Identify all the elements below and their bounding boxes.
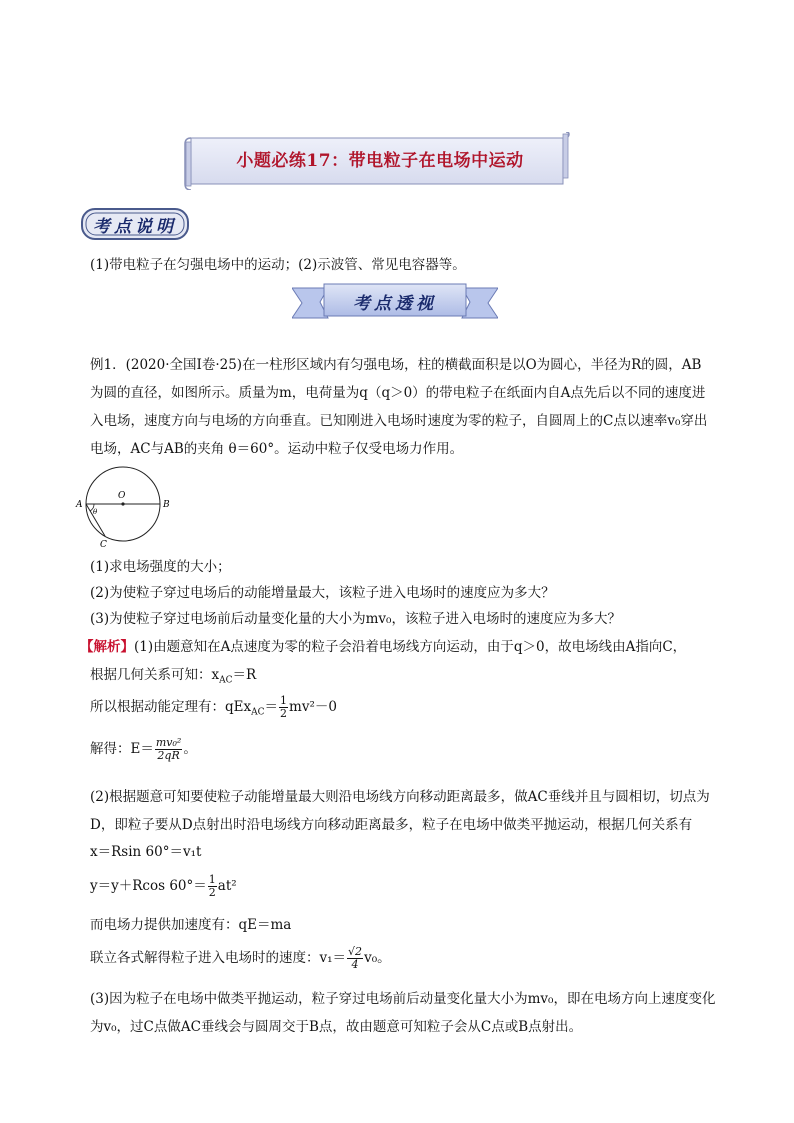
analysis-line-9: 而电场力提供加速度有：qE＝ma [90,917,292,933]
label-theta: θ [93,508,98,516]
analysis-line-3: 所以根据动能定理有：qEx$_{AC}$＝ $\frac{1}{2}$ mv²－0 [90,694,337,720]
example-line-1: 例1．(2020·全国Ⅰ卷·25)在一柱形区域内有匀强电场，柱的横截面积是以O为圆心，半径为R的圆，AB [90,357,702,373]
analysis-tag: 【解析】 [80,639,134,655]
page-title: 小题必练17：带电粒子在电场中运动 [236,151,524,171]
insight-ribbon-label: 考点透视 [353,294,437,314]
analysis-line-2: 根据几何关系可知：$x_{AC}=R$ [90,667,257,686]
analysis-line-1: 【解析】(1)由题意知在A点速度为零的粒子会沿着电场线方向运动，由于q＞0，故电场线由A指向C， [80,639,687,655]
analysis-line-12: 为v₀，过C点做AC垂线会与圆周交于B点，故由题意可知粒子会从C点或B点射出。 [90,1019,583,1035]
analysis-line-4: 解得：E＝ $\frac{\text{mv₀²}}{2qR}$ 。 [90,736,197,762]
circle-figure [74,466,184,550]
example-line-2: 为圆的直径，如图所示。质量为m，电荷量为q（q＞0）的带电粒子在纸面内自A点先后以不同的速度进 [90,385,706,401]
explain-line: (1)带电粒子在匀强电场中的运动；(2)示波管、常见电容器等。 [90,257,466,273]
question-2: (2)为使粒子穿过电场后的动能增量最大，该粒子进入电场时的速度应为多大？ [90,585,555,601]
analysis-line-8: y＝y＋Rcos 60°＝ $\frac{1}{2}$ at² [90,873,237,899]
analysis-line-7: x＝Rsin 60°＝v₁t [90,844,202,860]
explain-badge-label: 考点说明 [93,217,177,237]
example-line-4: 电场，AC与AB的夹角 θ＝60°。运动中粒子仅受电场力作用。 [90,441,464,457]
label-A: A [76,500,83,510]
analysis-line-5: (2)根据题意可知要使粒子动能增量最大则沿电场线方向移动距离最多，做AC垂线并且与圆相切，切点为 [90,789,710,805]
question-3: (3)为使粒子穿过电场前后动量变化量的大小为mv₀，该粒子进入电场时的速度应为多大？ [90,611,621,627]
fraction: $\frac{\text{mv₀²}}{2qR}$ [155,736,182,762]
analysis-line-6: D，即粒子要从D点射出时沿电场线方向移动距离最多，粒子在电场中做类平抛运动，根据几何关系有 [90,817,693,833]
fraction: $\frac{1}{2}$ [208,873,216,899]
analysis-line-10: 联立各式解得粒子进入电场时的速度：v₁＝ $\frac{√2}{4}$ v₀。 [90,945,391,971]
example-line-3: 入电场，速度方向与电场的方向垂直。已知刚进入电场时速度为零的粒子，自圆周上的C点以速率v₀穿出 [90,413,708,429]
analysis-line-11: (3)因为粒子在电场中做类平抛运动，粒子穿过电场前后动量变化量大小为mv₀，即在电场方向上速度变化 [90,991,716,1007]
fraction: $\frac{1}{2}$ [280,694,288,720]
label-C: C [100,540,107,550]
label-O: O [118,491,126,501]
question-1: (1)求电场强度的大小； [90,559,231,575]
label-B: B [163,500,170,510]
fraction: $\frac{√2}{4}$ [348,945,363,971]
